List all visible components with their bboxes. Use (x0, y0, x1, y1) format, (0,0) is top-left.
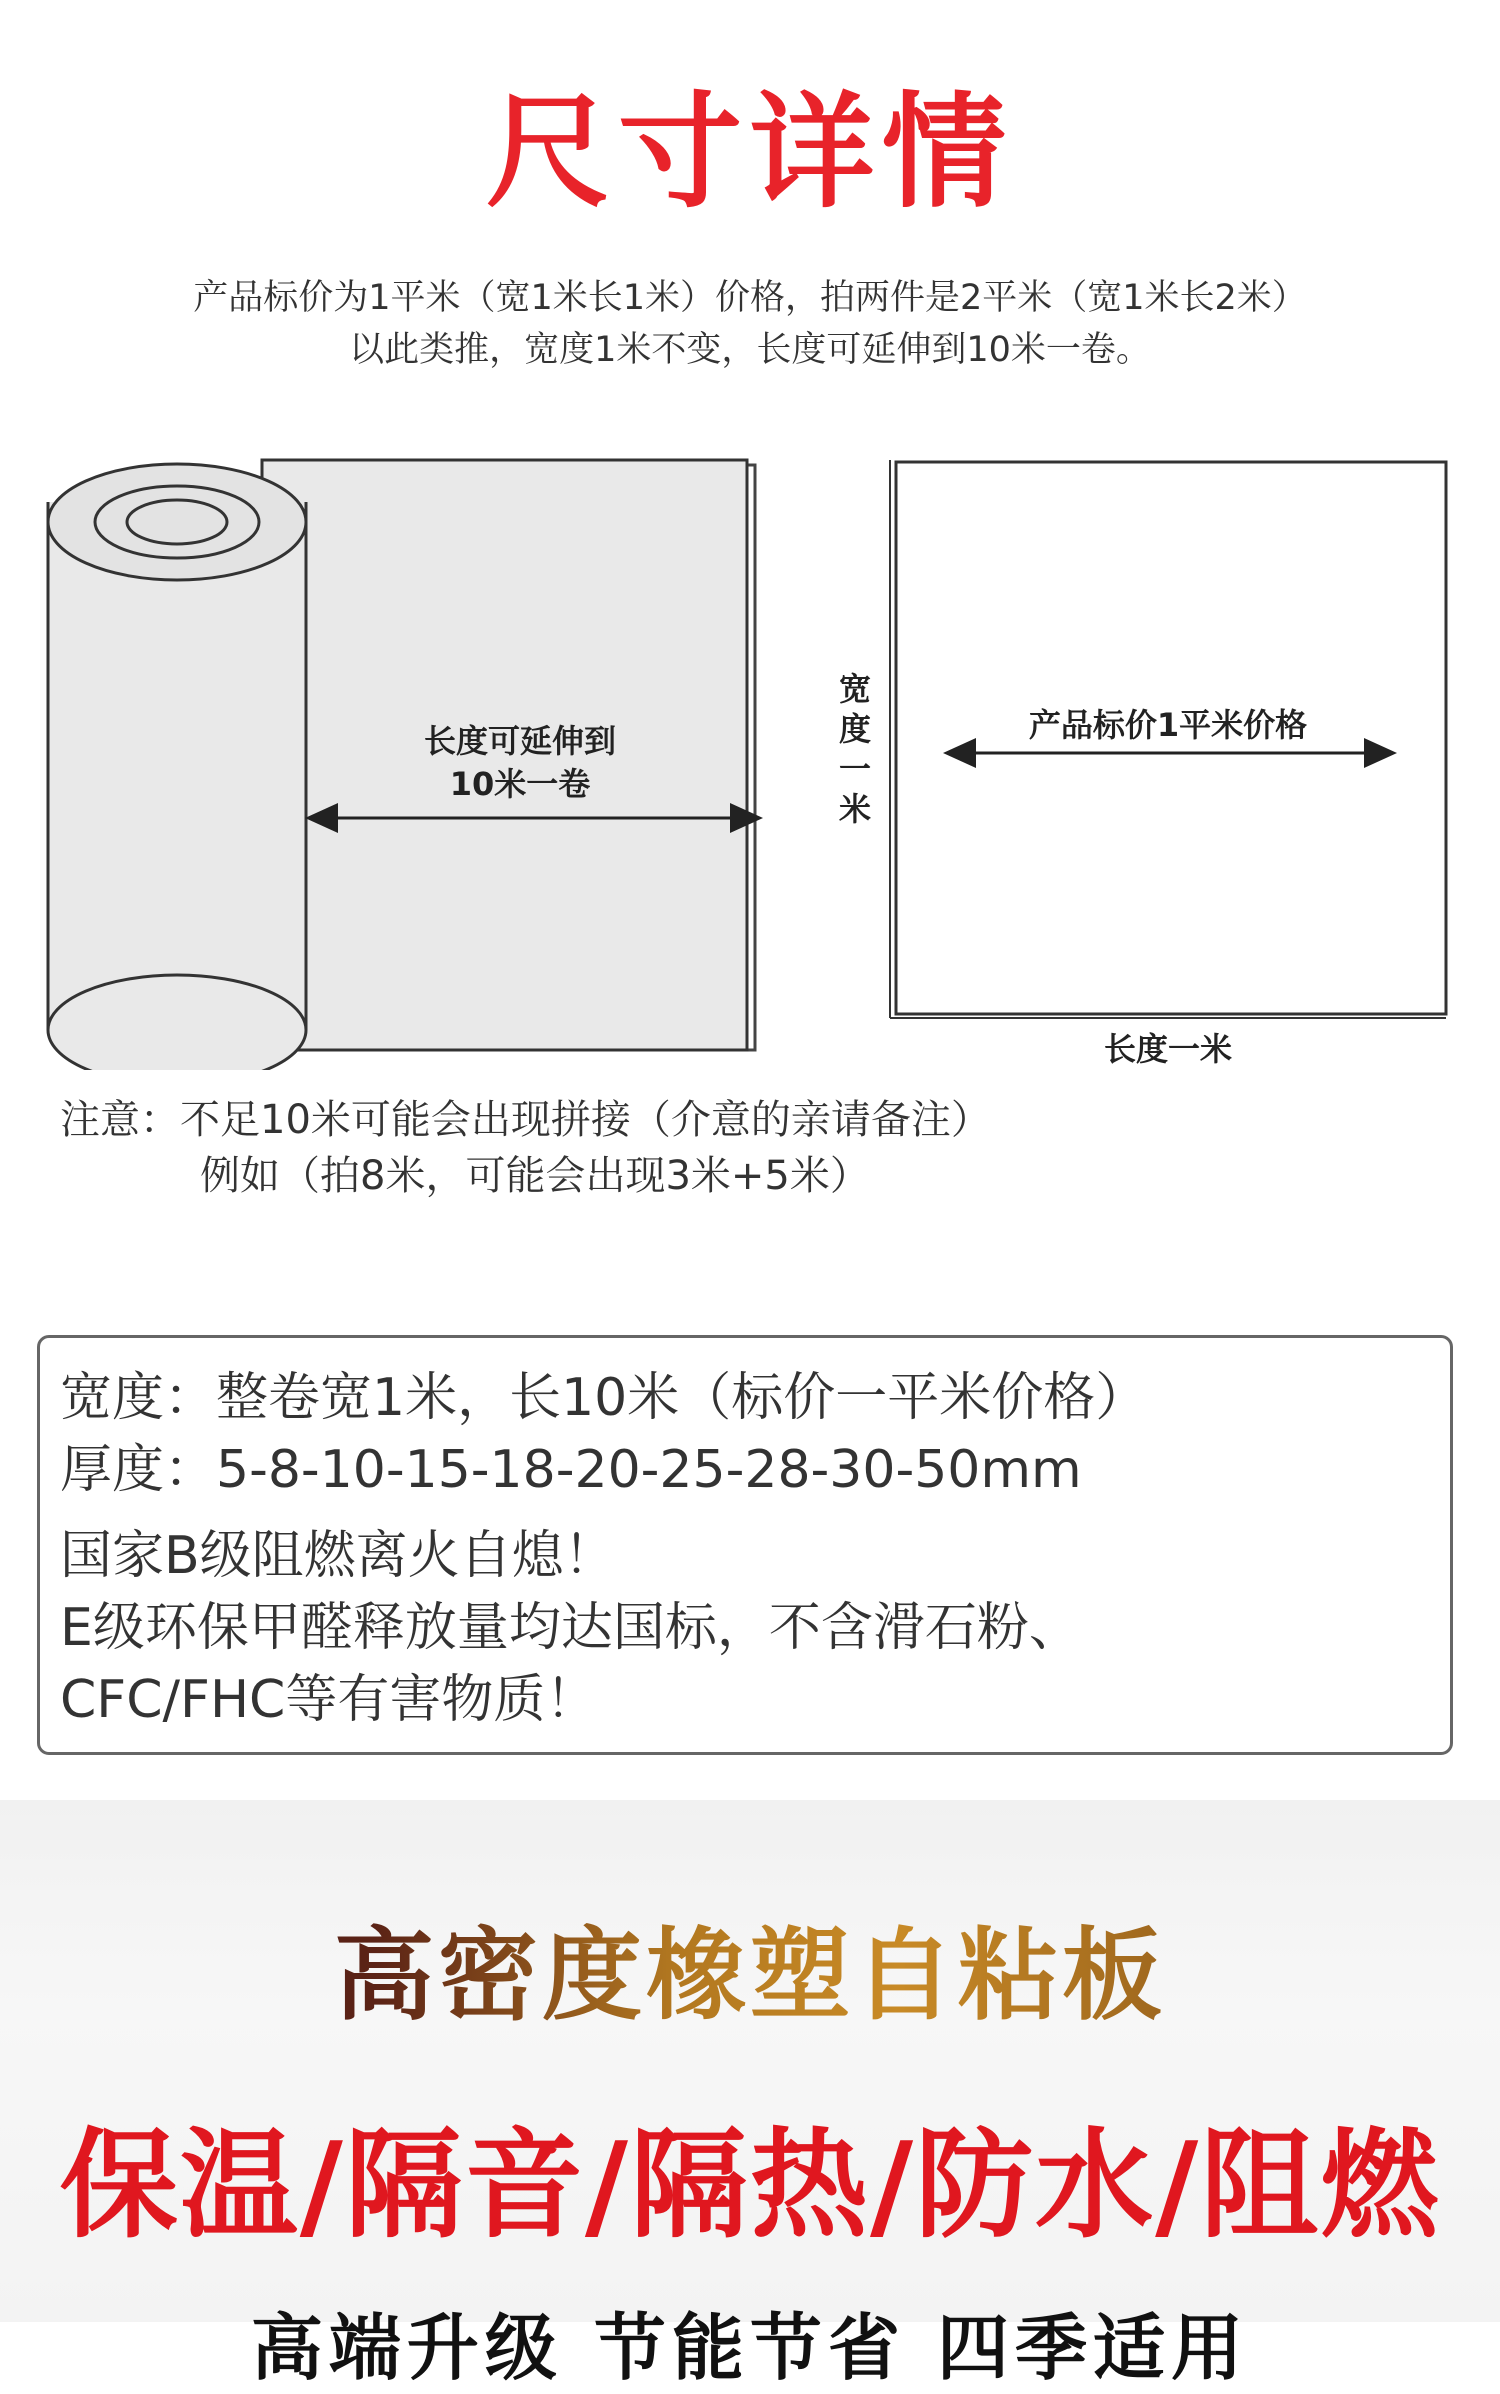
spec-eco-line-1: E级环保甲醛释放量均达国标，不含滑石粉、 (60, 1598, 1081, 1658)
intro-text (0, 272, 1500, 376)
roll-length-label-1: 长度可延伸到 (423, 722, 617, 760)
spec-box (37, 1335, 1453, 1755)
intro-line-1: 产品标价为1平米（宽1米长1米）价格，拍两件是2平米（宽1米长2米） (193, 278, 1307, 318)
notice-line-2: 例如（拍8米，可能会出现3米+5米） (200, 1153, 870, 1199)
product-name: 高密度橡塑自粘板 (0, 1895, 1500, 2039)
roll-illustration (48, 460, 755, 1070)
roll-length-label-2: 10米一卷 (449, 765, 591, 803)
spec-eco-line-2: CFC/FHC等有害物质！ (60, 1670, 598, 1730)
intro-line-2: 以此类推，宽度1米不变，长度可延伸到10米一卷。 (349, 330, 1151, 370)
width-label-char-3: 一 (838, 750, 872, 788)
width-label-char-2: 度 (838, 710, 872, 748)
width-label-char-1: 宽 (838, 670, 872, 708)
square-price-label: 产品标价1平米价格 (1028, 706, 1308, 744)
spec-fire-rating: 国家B级阻燃离火自熄！ (60, 1526, 616, 1586)
feature-list: 保温/隔音/隔热/防水/阻燃 (59, 2116, 1441, 2254)
size-diagram (0, 430, 1500, 1070)
page-title: 尺寸详情 (485, 81, 1014, 225)
notice-line-1: 注意：不足10米可能会出现拼接（介意的亲请备注） (60, 1097, 991, 1143)
spec-thickness: 厚度：5-8-10-15-18-20-25-28-30-50mm (60, 1440, 1082, 1500)
notice (60, 1092, 991, 1204)
bottom-slogan: 高端升级 节能节省 四季适用 (250, 2306, 1250, 2390)
length-one-meter-label: 长度一米 (1103, 1030, 1233, 1068)
width-label-char-4: 米 (838, 790, 872, 828)
spec-width: 宽度：整卷宽1米，长10米（标价一平米价格） (60, 1368, 1148, 1428)
